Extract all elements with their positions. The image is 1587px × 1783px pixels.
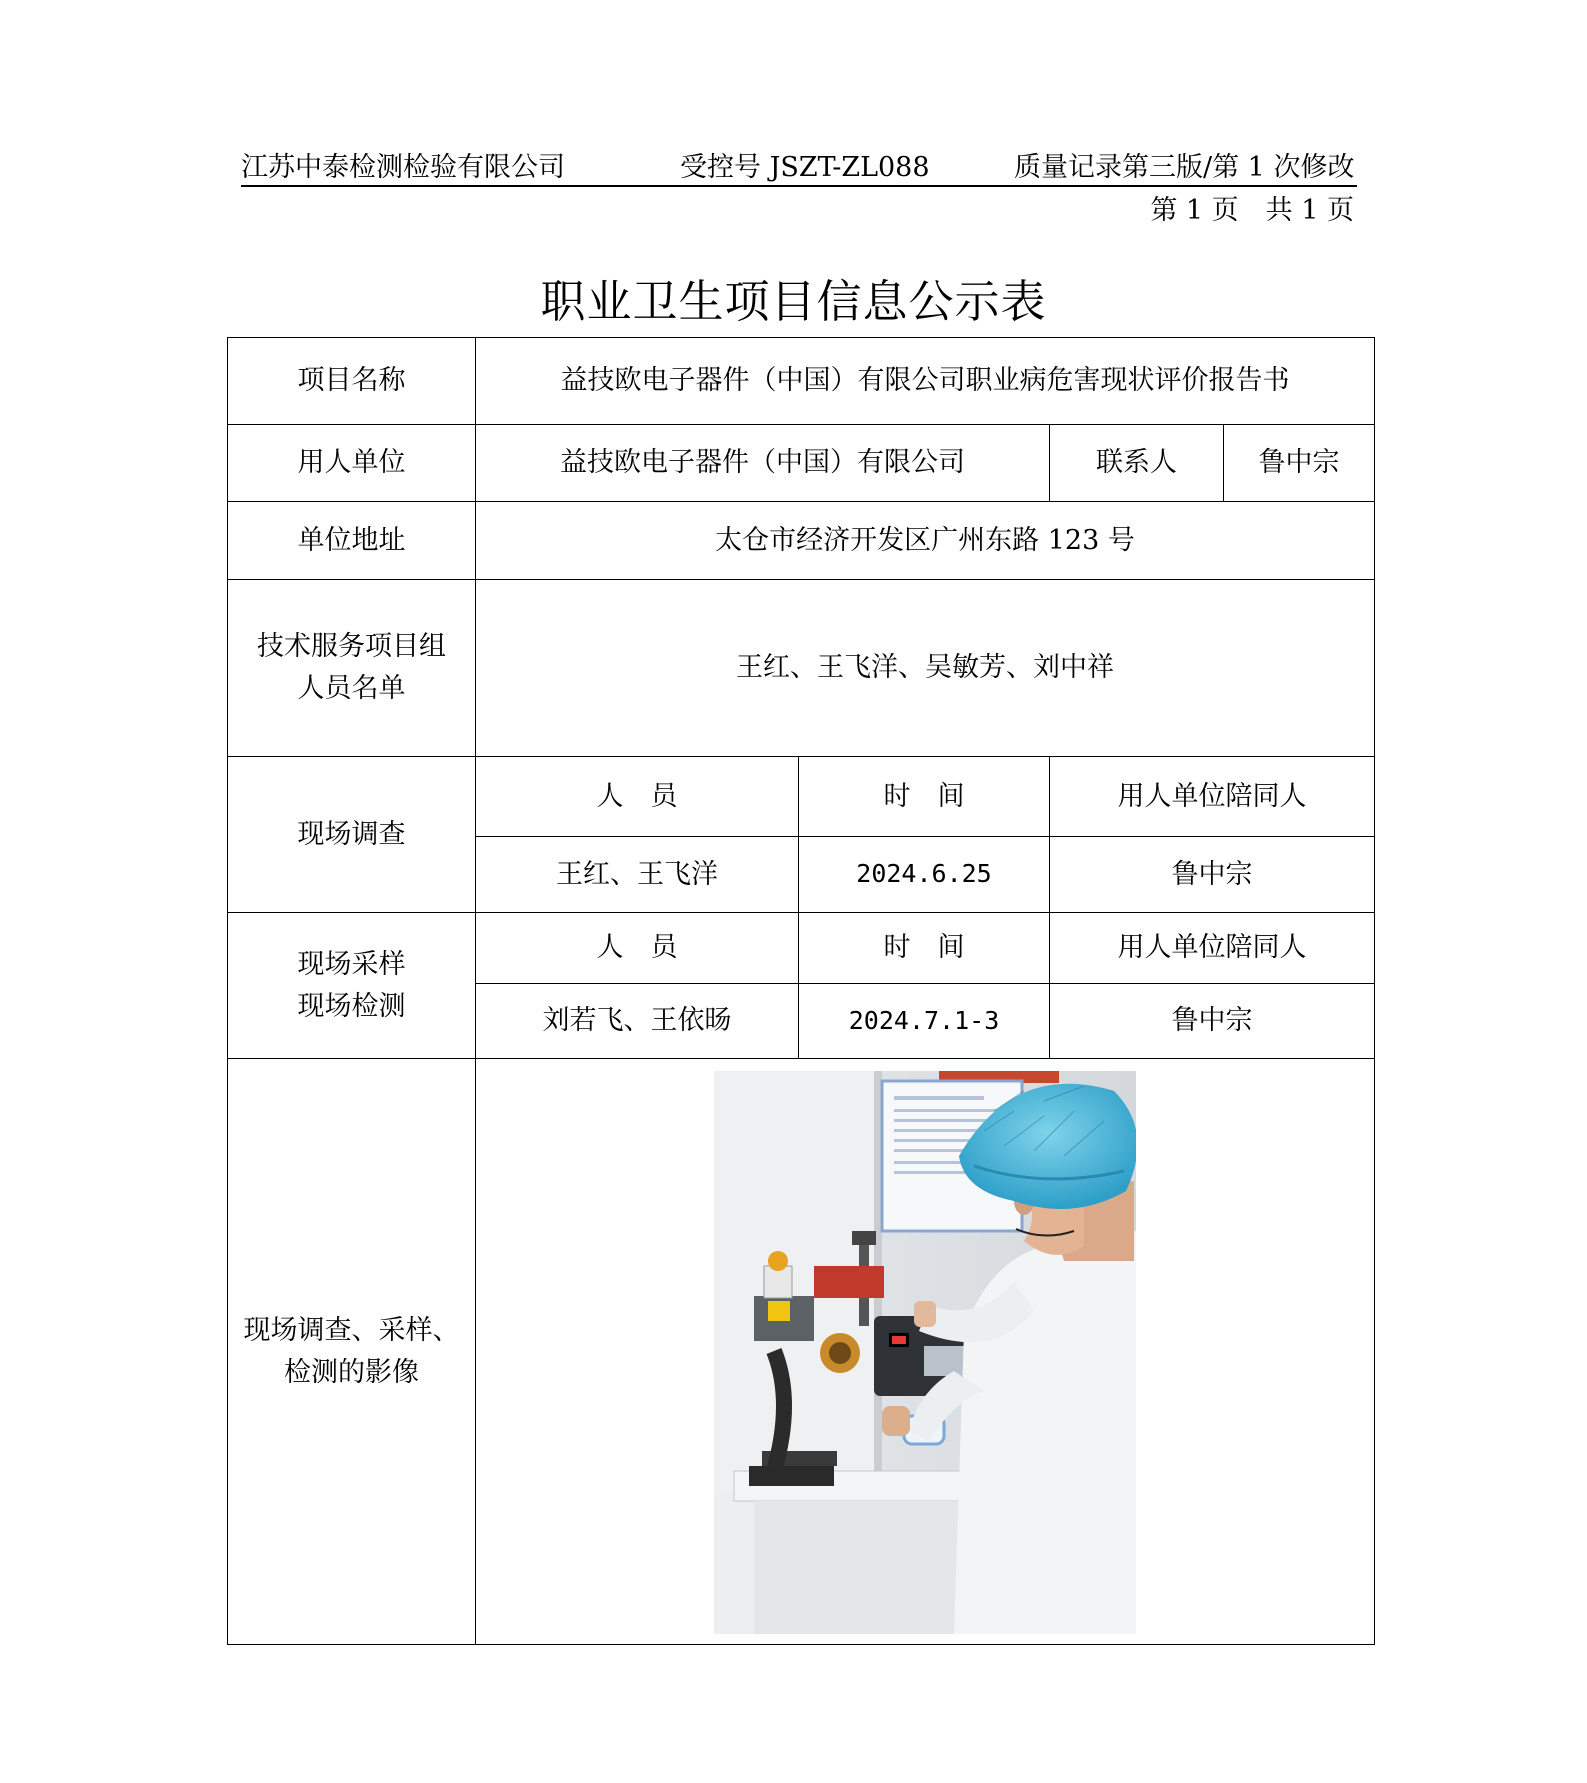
row-team	[228, 580, 1375, 757]
address-label: 单位地址	[228, 502, 476, 580]
row-survey-header	[228, 757, 1375, 837]
address-value: 太仓市经济开发区广州东路 123 号	[476, 502, 1375, 580]
image-cell	[476, 1059, 1375, 1645]
row-address	[228, 502, 1375, 580]
employer-value: 益技欧电子器件（中国）有限公司	[476, 425, 1050, 502]
team-label	[228, 580, 476, 757]
sampling-col-time: 时 间	[799, 913, 1050, 984]
team-label-line-1: 技术服务项目组	[257, 631, 446, 663]
image-label	[228, 1059, 476, 1645]
photo-wrap	[482, 1071, 1368, 1634]
row-employer	[228, 425, 1375, 502]
header-rule	[241, 185, 1357, 187]
sampling-label-line-2: 现场检测	[297, 990, 406, 1022]
employer-label: 用人单位	[228, 425, 476, 502]
row-sampling-header	[228, 913, 1375, 984]
team-label-line-2: 人员名单	[297, 673, 406, 704]
row-project-name	[228, 338, 1375, 425]
contact-value: 鲁中宗	[1224, 425, 1375, 502]
header-revision: 质量记录第三版/第 1 次修改	[1014, 152, 1355, 183]
survey-col-escort: 用人单位陪同人	[1050, 757, 1375, 837]
image-label-line-2: 检测的影像	[284, 1356, 419, 1388]
survey-person: 王红、王飞洋	[476, 837, 799, 913]
survey-col-time: 时 间	[799, 757, 1050, 837]
document-title: 职业卫生项目信息公示表	[540, 275, 1047, 328]
sampling-label	[228, 913, 476, 1059]
survey-time: 2024.6.25	[799, 837, 1050, 913]
sampling-col-person: 人 员	[476, 913, 799, 984]
sampling-col-escort: 用人单位陪同人	[1050, 913, 1375, 984]
site-photo	[714, 1071, 1136, 1634]
image-label-line-1: 现场调查、采样、	[243, 1314, 460, 1346]
page-number: 第 1 页 共 1 页	[1150, 195, 1354, 226]
sampling-time: 2024.7.1-3	[799, 984, 1050, 1059]
header-control-number: 受控号 JSZT-ZL088	[680, 152, 930, 183]
contact-label: 联系人	[1050, 425, 1224, 502]
info-table	[227, 337, 1375, 1645]
sampling-person: 刘若飞、王依旸	[476, 984, 799, 1059]
project-name-label: 项目名称	[228, 338, 476, 425]
header-company: 江苏中泰检测检验有限公司	[241, 152, 565, 183]
survey-col-person: 人 员	[476, 757, 799, 837]
survey-escort: 鲁中宗	[1050, 837, 1375, 913]
project-name-value: 益技欧电子器件（中国）有限公司职业病危害现状评价报告书	[476, 338, 1375, 425]
sampling-label-line-1: 现场采样	[297, 948, 406, 980]
sampling-escort: 鲁中宗	[1050, 984, 1375, 1059]
team-value: 王红、王飞洋、吴敏芳、刘中祥	[476, 580, 1375, 757]
row-images	[228, 1059, 1375, 1645]
survey-label: 现场调查	[228, 757, 476, 913]
